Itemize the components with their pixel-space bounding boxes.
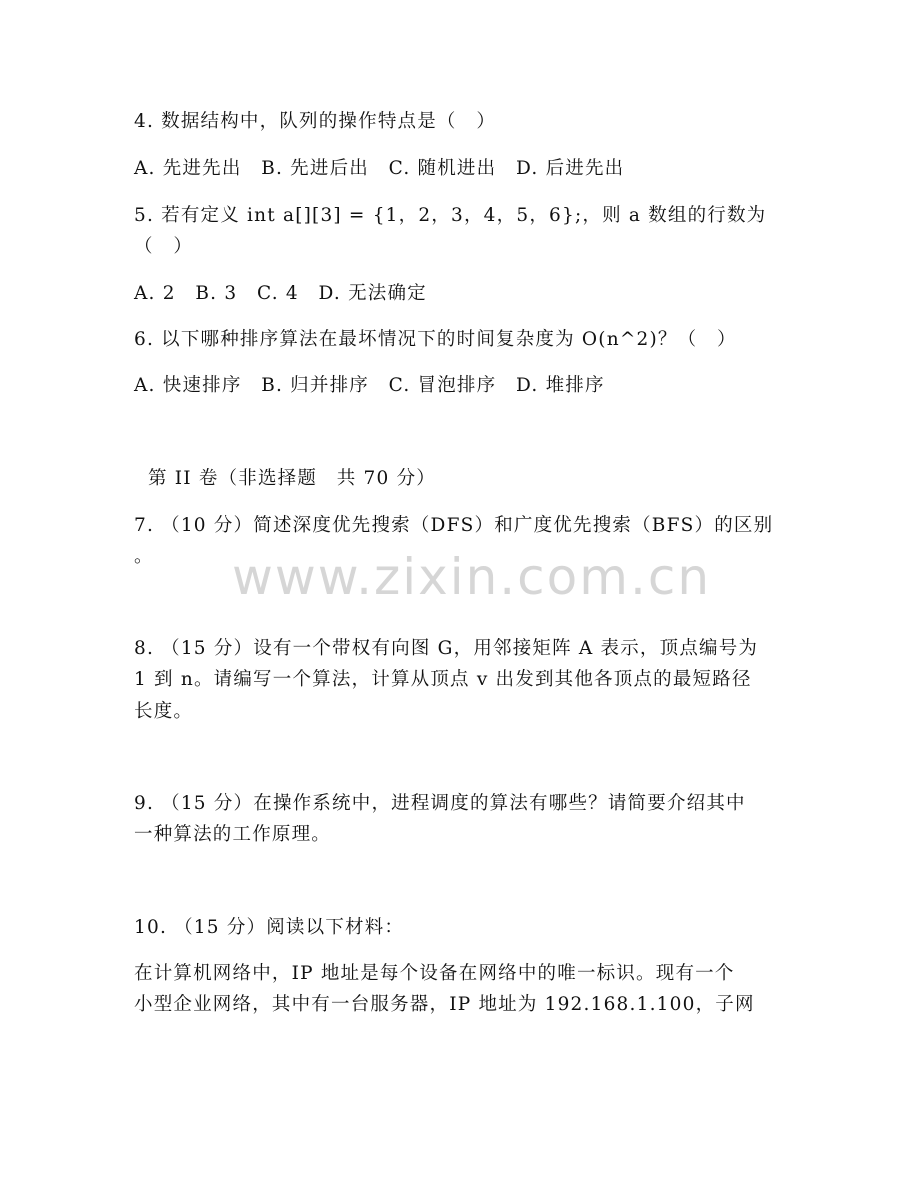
section-title: 第 II 卷（非选择题 共 70 分） (148, 468, 436, 489)
question-6-text: 6. 以下哪种排序算法在最坏情况下的时间复杂度为 O(n^2)？（ ） (134, 329, 737, 350)
question-9-text-line-2: 一种算法的工作原理。 (134, 824, 332, 845)
question-5-text: 5. 若有定义 int a[][3] = {1，2，3，4，5，6};，则 a 数组的行数为 (134, 205, 767, 226)
question-5-text-continued: （ ） (134, 236, 194, 257)
question-10-text: 10. （15 分）阅读以下材料： (134, 917, 405, 938)
question-8-text: 8. （15 分）设有一个带权有向图 G，用邻接矩阵 A 表示，顶点编号为 (134, 638, 759, 659)
watermark: www.zixin.com.cn (232, 548, 712, 606)
question-6-options: A. 快速排序 B. 归并排序 C. 冒泡排序 D. 堆排序 (134, 375, 605, 396)
question-8-text-line-2: 1 到 n。请编写一个算法，计算从顶点 v 出发到其他各顶点的最短路径 (134, 669, 752, 690)
question-9-text: 9. （15 分）在操作系统中，进程调度的算法有哪些？请简要介绍其中 (134, 793, 746, 814)
question-10-material-line-2: 小型企业网络，其中有一台服务器，IP 地址为 192.168.1.100，子网 (134, 994, 755, 1015)
question-5-options: A. 2 B. 3 C. 4 D. 无法确定 (134, 283, 427, 304)
question-4-options: A. 先进先出 B. 先进后出 C. 随机进出 D. 后进先出 (134, 158, 625, 179)
question-7-text: 7. （10 分）简述深度优先搜索（DFS）和广度优先搜索（BFS）的区别 (134, 515, 774, 536)
question-8-text-line-3: 长度。 (134, 701, 194, 722)
question-4-text: 4. 数据结构中，队列的操作特点是（ ） (134, 111, 497, 132)
question-10-material-line-1: 在计算机网络中，IP 地址是每个设备在网络中的唯一标识。现有一个 (134, 963, 735, 984)
question-7-text-continued: 。 (134, 546, 154, 567)
